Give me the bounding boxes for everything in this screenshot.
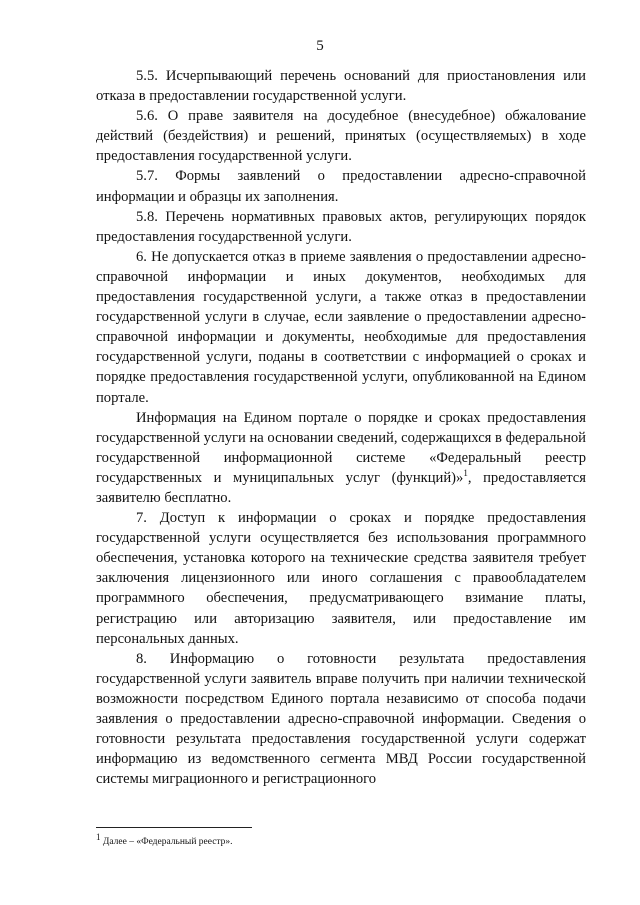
document-body — [96, 66, 586, 789]
paragraph-info-portal-tail: , предоставляется заявителю бесплатно. — [96, 469, 586, 506]
paragraph-info-portal-text: Информация на Едином портале о порядке и сроках предоставления государственной услуги на основании сведений, содержащихся в федеральной государственной информационной системе «Федеральный реестр государственных и муниципальных услуг (функций)» — [96, 409, 586, 486]
paragraph-6: 6. Не допускается отказ в приеме заявления о предоставлении адресно-справочной информации и иных документов, необходимых для предоставления государственной услуги, а также отказ в предоставлении государственной услуги в случае, если заявление о предоставлении адресно-справочной информации и документы, необходимые для предоставления государственной услуги, поданы в соответствии с информацией о сроках и порядке предоставления государственной услуги, опубликованной на Едином портале. — [96, 248, 586, 406]
footnote-text: Далее – «Федеральный реестр». — [100, 837, 233, 847]
footnote — [96, 831, 233, 848]
paragraph-5-7: 5.7. Формы заявлений о предоставлении адресно-справочной информации и образцы их заполнения. — [96, 168, 586, 205]
paragraph-5-6: 5.6. О праве заявителя на досудебное (внесудебное) обжалование действий (бездействия) и решений, принятых (осуществляемых) в ходе предоставления государственной услуги. — [96, 108, 586, 165]
footnote-mark: 1 — [96, 831, 101, 842]
paragraph-5-5: 5.5. Исчерпывающий перечень оснований для приостановления или отказа в предоставлении государственной услуги. — [96, 68, 586, 105]
paragraph-info-portal — [96, 408, 586, 508]
page-number: 5 — [316, 38, 324, 54]
paragraph-5-8: 5.8. Перечень нормативных правовых актов, регулирующих порядок предоставления государственной услуги. — [96, 208, 586, 245]
paragraph-7: 7. Доступ к информации о сроках и порядке предоставления государственной услуги осуществляется без использования программного обеспечения, установка которого на технические средства заявителя требует заключения лицензионного или иного соглашения с правообладателем программного обеспечения, предусматривающего взимание платы, регистрацию или авторизацию заявителя, или предоставление им персональных данных. — [96, 510, 586, 647]
footnote-reference: 1 — [463, 468, 468, 479]
footnote-divider — [96, 827, 252, 828]
paragraph-8: 8. Информацию о готовности результата предоставления государственной услуги заявитель вправе получить при наличии технической возможности посредством Единого портала независимо от способа подачи заявления о предоставлении адресно-справочной информации. Сведения о готовности результата предоставления государственной услуги содержат информацию из ведомственного сегмента МВД России государственной системы миграционного и регистрационного — [96, 650, 586, 788]
